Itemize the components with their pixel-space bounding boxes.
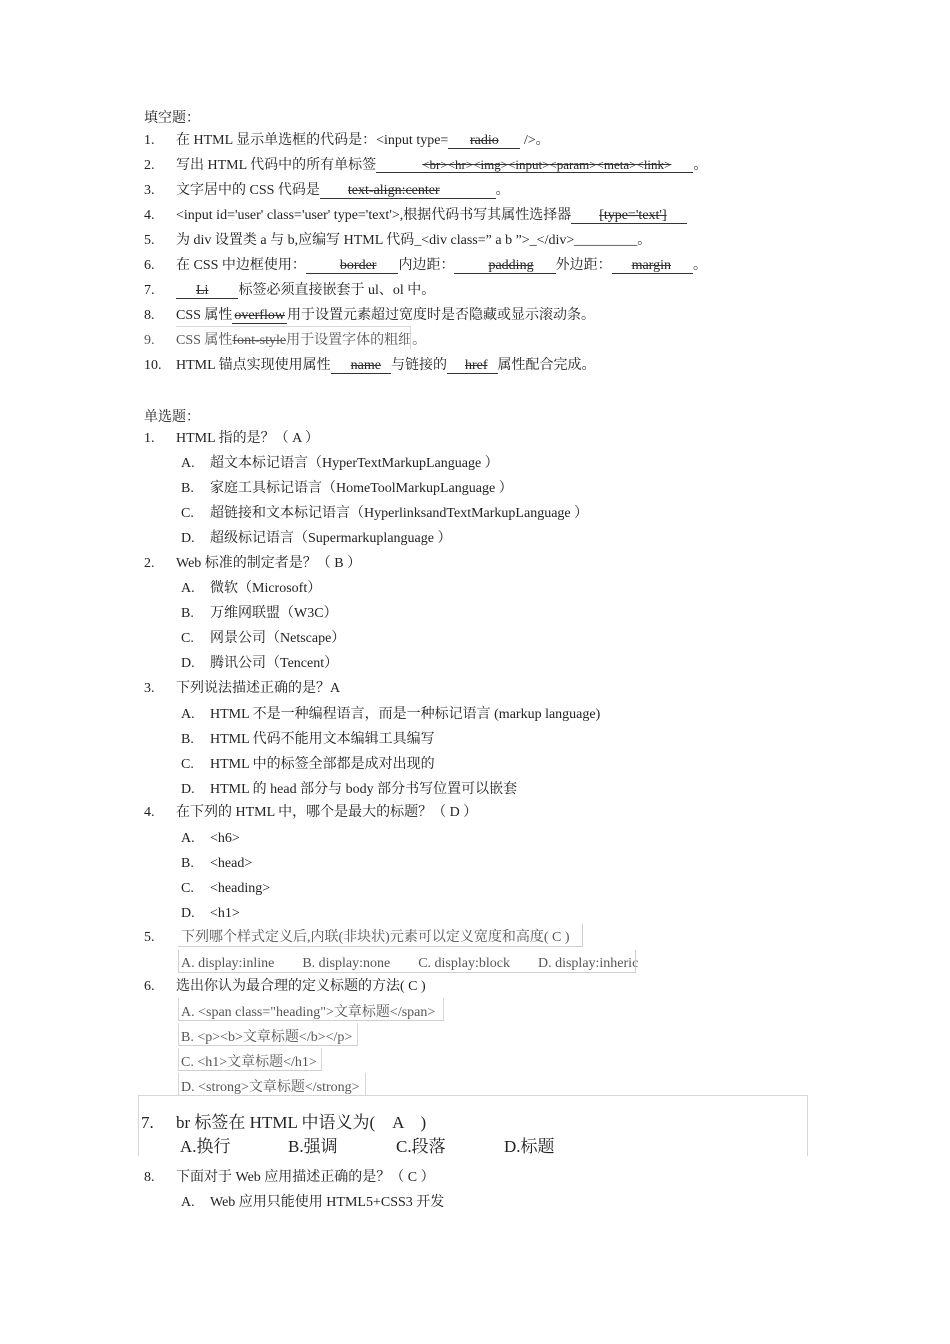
scan-frame [178, 1073, 366, 1096]
fill-section-heading: 填空题： [144, 111, 200, 126]
document-page: 填空题： 1. 在 HTML 显示单选框的代码是：<input type= radio />。 2. 写出 HTML 代码中的所有单标签 <br><hr><img><input><param><meta><link> 。 3. 文字居中的 CSS 代码是 text-align:center 。 4. <input id='user' class='user' type='text'>,根据代码书写其属性选择器 [type='text'] 5. 为 div 设置类 a 与 b,应编写 HTML 代码_<div class=” a b ”>_</div>_________。 6. 在 CSS 中边框使用： border 内边距： padding 外边距： margin 。 7. Li 标签必须直接嵌套于 ul、ol 中。 8. CSS 属性 overflow 用于设置元素超过宽度时是否隐藏或显示滚动条。 9. CSS 属性font-style用于设置字体的粗细。 10. HTML 锚点实现使用属性 name 与链接的 href 属性配合完成。 单选题： 1. HTML 指的是？（ A ） A. 超文本标记语言（HyperTextMarkupLanguage ） B. 家庭工具标记语言（HomeToolMarkupLanguage ） C. 超链接和文本标记语言（HyperlinksandTextMarkupLanguage ） D. 超级标记语言（Supermarkuplanguage ） 2. Web 标准的制定者是？（ B ） A. 微软（Microsoft） B. 万维网联盟（W3C） C. 网景公司（Netscape） D. 腾讯公司（Tencent） 3. 下列说法描述正确的是？A A. HTML 不是一种编程语言，而是一种标记语言 (markup language) B. HTML 代码不能用文本编辑工具编写 C. HTML 中的标签全部都是成对出现的 D. HTML 的 head 部分与 body 部分书写位置可以嵌套 4. 在下列的 HTML 中，哪个是最大的标题？（ D ） A. <h6> B. <head> C. <heading> D. <h1> 5. 下列哪个样式定义后,内联(非块状)元素可以定义宽度和高度( C ) A. display:inline B. display:none C. display:block D. display:inheric 6. 选出你认为最合理的定义标题的方法( C ) A. <span class="heading">文章标题</span> B. <p><b>文章标题</b></p> C. <h1>文章标题</h1> D. <strong>文章标题</strong> 7. br 标签在 HTML 中语义为( A ) A.换行 B.强调 C.段落 D.标题 8. 下面对于 Web 应用描述正确的是？（ C ） A. Web 应用只能使用 HTML5+CSS3 开发 [0, 0, 950, 1344]
scan-frame [178, 1048, 322, 1071]
single-section-heading: 单选题： [144, 410, 200, 425]
scan-frame [178, 998, 444, 1021]
scan-frame [178, 950, 636, 973]
scan-frame [178, 924, 583, 947]
scan-frame [176, 326, 411, 349]
scan-frame [178, 1023, 358, 1046]
